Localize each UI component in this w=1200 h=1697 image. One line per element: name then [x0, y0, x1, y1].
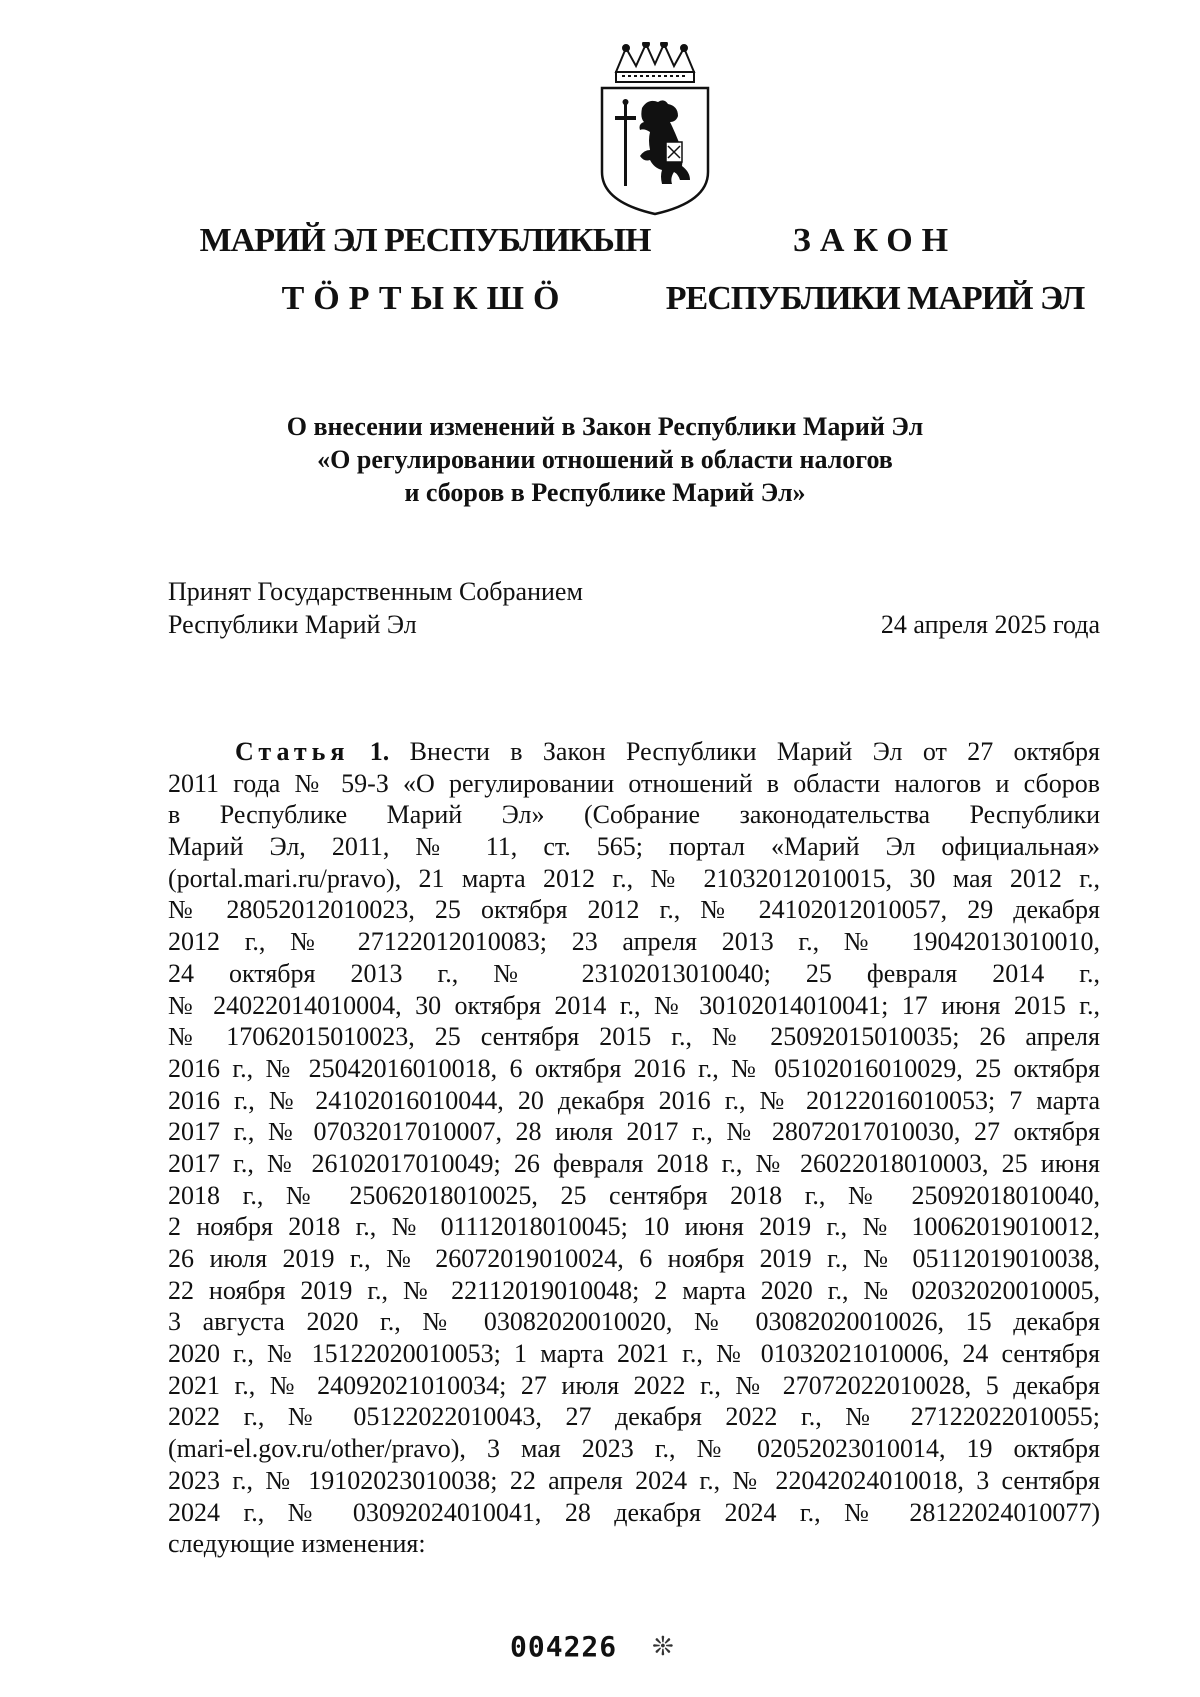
- adopted-line1: Принят Государственным Собранием: [168, 577, 583, 606]
- article-line: в Республике Марий Эл» (Собрание законодательства Республики: [168, 800, 1100, 830]
- article-line: 2018 г., № 25062018010025, 25 сентября 2018 г., № 25092018010040,: [168, 1180, 1100, 1210]
- article-line: 2 ноября 2018 г., № 01112018010045; 10 июня 2019 г., № 10062019010012,: [168, 1212, 1100, 1242]
- adopted-by: [168, 575, 583, 641]
- law-title-line1: О внесении изменений в Закон Республики Марий Эл: [286, 412, 924, 441]
- header-left-line2: ТӦРТЫКШӦ: [281, 280, 569, 317]
- article-line: 2011 года № 59-З «О регулировании отношений в области налогов и сборов: [168, 768, 1100, 798]
- article-line: 2017 г., № 26102017010049; 26 февраля 2018 г., № 26022018010003, 25 июня: [168, 1148, 1100, 1178]
- article-line: № 28052012010023, 25 октября 2012 г., № 24102012010057, 29 декабря: [168, 895, 1100, 925]
- article-line: 2016 г., № 25042016010018, 6 октября 2016 г., № 05102016010029, 25 октября: [168, 1053, 1100, 1083]
- article-line: 2012 г., № 27122012010083; 23 апреля 2013 г., № 19042013010010,: [168, 927, 1100, 957]
- law-title: [170, 410, 1040, 509]
- article-line: следующие изменения:: [168, 1529, 426, 1559]
- article-number: 1.: [369, 737, 390, 766]
- header-left-line1: МАРИЙ ЭЛ РЕСПУБЛИКЫН: [199, 222, 651, 259]
- article-line: 2024 г., № 03092024010041, 28 декабря 2024 г., № 28122024010077): [168, 1497, 1100, 1527]
- article-line: 2017 г., № 07032017010007, 28 июля 2017 г., № 28072017010030, 27 октября: [168, 1117, 1100, 1147]
- article-line: (mari-el.gov.ru/other/pravo), 3 мая 2023 г., № 02052023010014, 19 октября: [168, 1434, 1100, 1464]
- header-right-line1: ЗАКОН: [792, 222, 958, 259]
- bear-coat-of-arms-icon: [596, 42, 714, 216]
- serial-number: 004226: [510, 1630, 618, 1663]
- article-line: 3 августа 2020 г., № 03082020010020, № 03082020010026, 15 декабря: [168, 1307, 1100, 1337]
- article-line: № 17062015010023, 25 сентября 2015 г., № 25092015010035; 26 апреля: [168, 1022, 1100, 1052]
- article-line: Марий Эл, 2011, № 11, ст. 565; портал «Марий Эл официальная»: [168, 832, 1100, 862]
- article-label: Статья: [235, 737, 350, 766]
- article-line: 2023 г., № 19102023010038; 22 апреля 2024 г., № 22042024010018, 3 сентября: [168, 1465, 1100, 1495]
- law-title-line3: и сборов в Республике Марий Эл»: [404, 478, 806, 507]
- article-line: 24 октября 2013 г., № 23102013010040; 25 февраля 2014 г.,: [168, 958, 1100, 988]
- law-title-line2: «О регулировании отношений в области налогов: [317, 445, 893, 474]
- asterisk-mark-icon: ❊: [652, 1632, 674, 1661]
- article-line: 2020 г., № 15122020010053; 1 марта 2021 г., № 01032021010006, 24 сентября: [168, 1339, 1100, 1369]
- article-line: 2021 г., № 24092021010034; 27 июля 2022 г., № 27072022010028, 5 декабря: [168, 1370, 1100, 1400]
- article-line: 2022 г., № 05122022010043, 27 декабря 2022 г., № 27122022010055;: [168, 1402, 1100, 1432]
- article-line: 26 июля 2019 г., № 26072019010024, 6 ноября 2019 г., № 05112019010038,: [168, 1244, 1100, 1273]
- article-line: 2016 г., № 24102016010044, 20 декабря 2016 г., № 20122016010053; 7 марта: [168, 1085, 1100, 1115]
- adopted-line2: Республики Марий Эл: [168, 610, 417, 639]
- adopted-date: 24 апреля 2025 года: [880, 610, 1100, 639]
- header-right-line2: РЕСПУБЛИКИ МАРИЙ ЭЛ: [665, 280, 1085, 317]
- article-1-body: [168, 736, 1100, 1560]
- article-line: 22 ноября 2019 г., № 22112019010048; 2 марта 2020 г., № 02032020010005,: [168, 1275, 1100, 1305]
- article-line: Статья 1. Внести в Закон Республики Марий Эл от 27 октября: [235, 737, 1100, 766]
- article-line: № 24022014010004, 30 октября 2014 г., № 30102014010041; 17 июня 2015 г.,: [168, 990, 1100, 1020]
- article-line: (portal.mari.ru/pravo), 21 марта 2012 г., № 21032012010015, 30 мая 2012 г.,: [168, 863, 1100, 893]
